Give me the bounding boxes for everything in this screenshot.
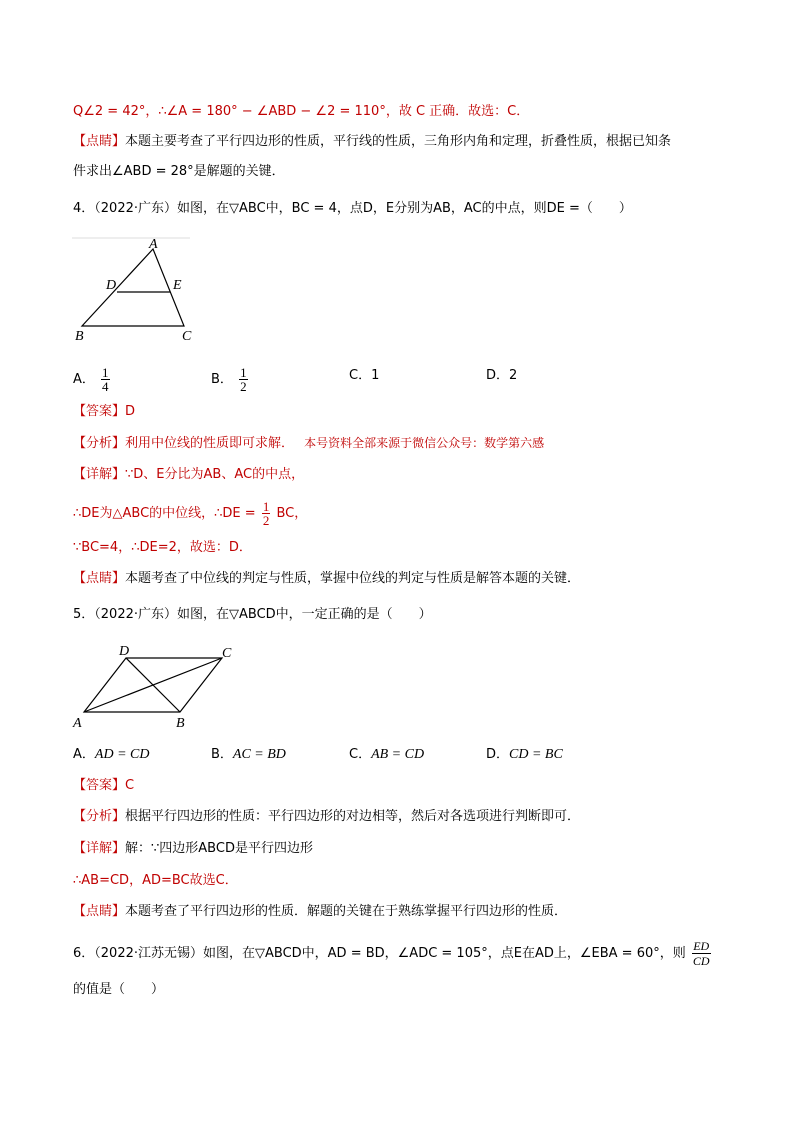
q4-label-b: B (75, 329, 84, 344)
q4-detail-line-3: ∵BC=4，∴DE=2，故选：D． (73, 540, 252, 555)
q4-option-c: C．1 (349, 368, 380, 383)
prev-comment-line-2 (73, 163, 285, 181)
q5-diagonal-bd (126, 658, 180, 712)
q5-answer-value: C (125, 778, 135, 793)
q5-comment: 【点睛】本题考查了平行四边形的性质．解题的关键在于熟练掌握平行四边形的性质． (73, 904, 568, 919)
q5-option-b: B．AC = BD (211, 747, 286, 762)
q5-label-a: A (73, 716, 82, 731)
q4-option-b-fraction: $\frac{1}{2}$ (240, 365, 247, 394)
q5-label-d: D (119, 644, 130, 659)
q4-triangle-abc (82, 249, 184, 326)
q5-stem-text: 5．（2022·广东）如图，在▽ABCD中，一定正确的是（ ） (73, 607, 432, 622)
q6-stem-line-2: 的值是（ ） (73, 982, 165, 997)
q5-detail-line-2: ∴AB=CD，AD=BC故选C． (73, 873, 238, 888)
q4-detail: 【详解】∵D、E分比为AB、AC的中点， (73, 467, 305, 482)
q4-stem (73, 200, 632, 218)
prev-solution-text: Q∠2 = 42°，∴∠A = 180° − ∠ABD − ∠2 = 110°，故 C 正确．故选：C． (73, 104, 530, 119)
q4-option-d: D．2 (486, 368, 518, 383)
q5-option-b-text: AC = BD (232, 747, 286, 762)
q4-detail-line-2: ∴DE为△ABC的中位线，∴DE = $\frac{1}{2}$ BC， (73, 499, 308, 528)
q6-stem-fraction: $\frac{ED}{CD}$ (692, 939, 710, 968)
prev-comment-text-1: 本题主要考查了平行四边形的性质，平行线的性质，三角形内角和定理，折叠性质，根据已知条 (125, 134, 672, 149)
q5-detail-line-1: 解：∵四边形ABCD是平行四边形 (125, 841, 313, 856)
q4-label-d: D (106, 278, 117, 293)
q4-comment-text: 本题考查了中位线的判定与性质，掌握中位线的判定与性质是解答本题的关键． (125, 571, 581, 586)
q5-analysis-text: 根据平行四边形的性质：平行四边形的对边相等，然后对各选项进行判断即可． (125, 809, 581, 824)
q4-answer-value: D (125, 404, 136, 419)
q4-label-c: C (182, 329, 192, 344)
q4-option-a (73, 366, 112, 393)
q5-option-a-text: AD = CD (94, 747, 150, 762)
q4-detail-line-1: ∵D、E分比为AB、AC的中点， (125, 467, 305, 482)
prev-comment-line-1 (73, 133, 671, 151)
q4-comment: 【点睛】本题考查了中位线的判定与性质，掌握中位线的判定与性质是解答本题的关键． (73, 571, 581, 586)
prev-comment-tag: 【点睛】 (73, 134, 126, 149)
q5-option-a: A．AD = CD (73, 747, 150, 762)
q4-analysis: 【分析】利用中位线的性质即可求解． 本号资料全部来源于微信公众号：数学第六感 (73, 436, 545, 451)
q4-source-note: 本号资料全部来源于微信公众号：数学第六感 (304, 436, 545, 450)
q5-label-b: B (176, 716, 185, 731)
q4-answer: 【答案】D (73, 404, 136, 419)
q5-answer: 【答案】C (73, 778, 135, 793)
q5-detail: 【详解】解：∵四边形ABCD是平行四边形 (73, 841, 313, 856)
q4-option-c-value: 1 (371, 368, 380, 383)
q6-stem-text: 6．（2022·江苏无锡）如图，在▽ABCD中，AD = BD，∠ADC = 105°，点E在AD上，∠EBA = 60°，则 (73, 946, 686, 961)
q4-option-a-letter: A． (73, 372, 95, 387)
q5-option-d-text: CD = BC (509, 747, 563, 762)
q4-option-d-value: 2 (509, 368, 518, 383)
q4-option-a-fraction: $\frac{1}{4}$ (102, 365, 109, 394)
q4-option-b-letter: B． (211, 372, 233, 387)
q5-comment-text: 本题考查了平行四边形的性质．解题的关键在于熟练掌握平行四边形的性质． (125, 904, 568, 919)
q4-label-e: E (173, 278, 182, 293)
q5-analysis: 【分析】根据平行四边形的性质：平行四边形的对边相等，然后对各选项进行判断即可． (73, 809, 581, 824)
prev-comment-text-2: 件求出∠ABD = 28°是解题的关键． (73, 164, 285, 179)
q5-parallelogram-figure (70, 640, 240, 732)
q4-stem-text: 4．（2022·广东）如图，在▽ABC中，BC = 4，点D，E分别为AB，AC的中点，则DE =（ ） (73, 201, 632, 216)
q4-detail-fraction: $\frac{1}{2}$ (262, 499, 270, 528)
q5-option-d: D．CD = BC (486, 747, 563, 762)
q4-option-b (211, 366, 250, 393)
q5-stem (73, 606, 432, 624)
q4-triangle-figure (72, 236, 202, 346)
q6-stem (73, 939, 713, 968)
q4-label-a: A (149, 237, 158, 252)
q5-option-c-text: AB = CD (371, 747, 425, 762)
q4-analysis-text: 利用中位线的性质即可求解． (125, 436, 295, 451)
q5-label-c: C (222, 646, 232, 661)
prev-solution-line (73, 103, 529, 121)
q5-option-c: C．AB = CD (349, 747, 425, 762)
